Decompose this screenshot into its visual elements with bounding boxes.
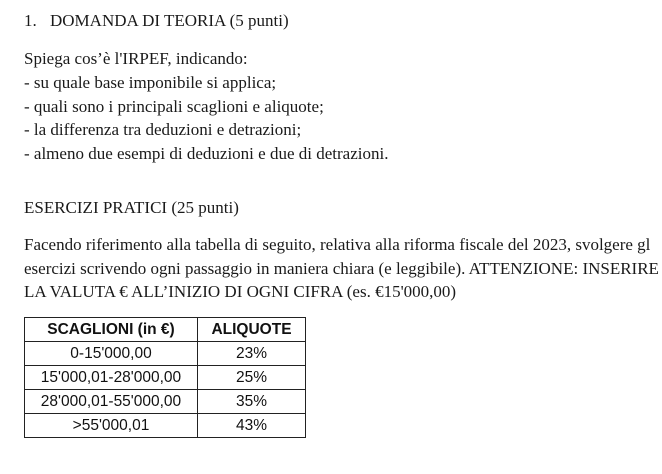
brackets-column-header: SCAGLIONI (in €) — [25, 318, 198, 342]
question-intro: Spiega cos’è l'IRPEF, indicando: — [24, 49, 248, 68]
question-points-list — [24, 71, 388, 165]
table-row — [25, 342, 306, 366]
bracket-cell: >55'000,01 — [25, 414, 198, 438]
rate-cell: 35% — [198, 390, 306, 414]
question-point: - la differenza tra deduzioni e detrazioni; — [24, 120, 302, 139]
instruction-line: LA VALUTA € ALL’INIZIO DI OGNI CIFRA (es. €15'000,00) — [24, 282, 457, 301]
theory-question-heading — [24, 10, 289, 32]
question-point: - quali sono i principali scaglioni e aliquote; — [24, 96, 324, 116]
rate-cell: 25% — [198, 366, 306, 390]
practical-exercises-heading: ESERCIZI PRATICI (25 punti) — [24, 198, 239, 217]
question-point: - su quale base imponibile si applica; — [24, 73, 277, 92]
question-point: - almeno due esempi di deduzioni e due di detrazioni. — [24, 143, 389, 163]
table-row — [25, 414, 306, 438]
bracket-cell: 28'000,01-55'000,00 — [25, 390, 198, 414]
table-header-row — [25, 318, 306, 342]
rates-column-header: ALIQUOTE — [198, 318, 306, 342]
rate-cell: 43% — [198, 414, 306, 438]
question-title: DOMANDA DI TEORIA (5 punti) — [50, 11, 289, 30]
table-row — [25, 366, 306, 390]
bracket-cell: 15'000,01-28'000,00 — [25, 366, 198, 390]
instruction-line: esercizi scrivendo ogni passaggio in maniera chiara (e leggibile). ATTENZIONE: INSERIRE — [24, 258, 659, 278]
tax-brackets-table — [24, 317, 306, 438]
rate-cell: 23% — [198, 342, 306, 366]
question-number: 1. — [24, 11, 37, 30]
table-row — [25, 390, 306, 414]
instruction-line: Facendo riferimento alla tabella di seguito, relativa alla riforma fiscale del 2023, svolgere gl — [24, 235, 651, 254]
exercise-instructions — [24, 233, 662, 304]
bracket-cell: 0-15'000,00 — [25, 342, 198, 366]
